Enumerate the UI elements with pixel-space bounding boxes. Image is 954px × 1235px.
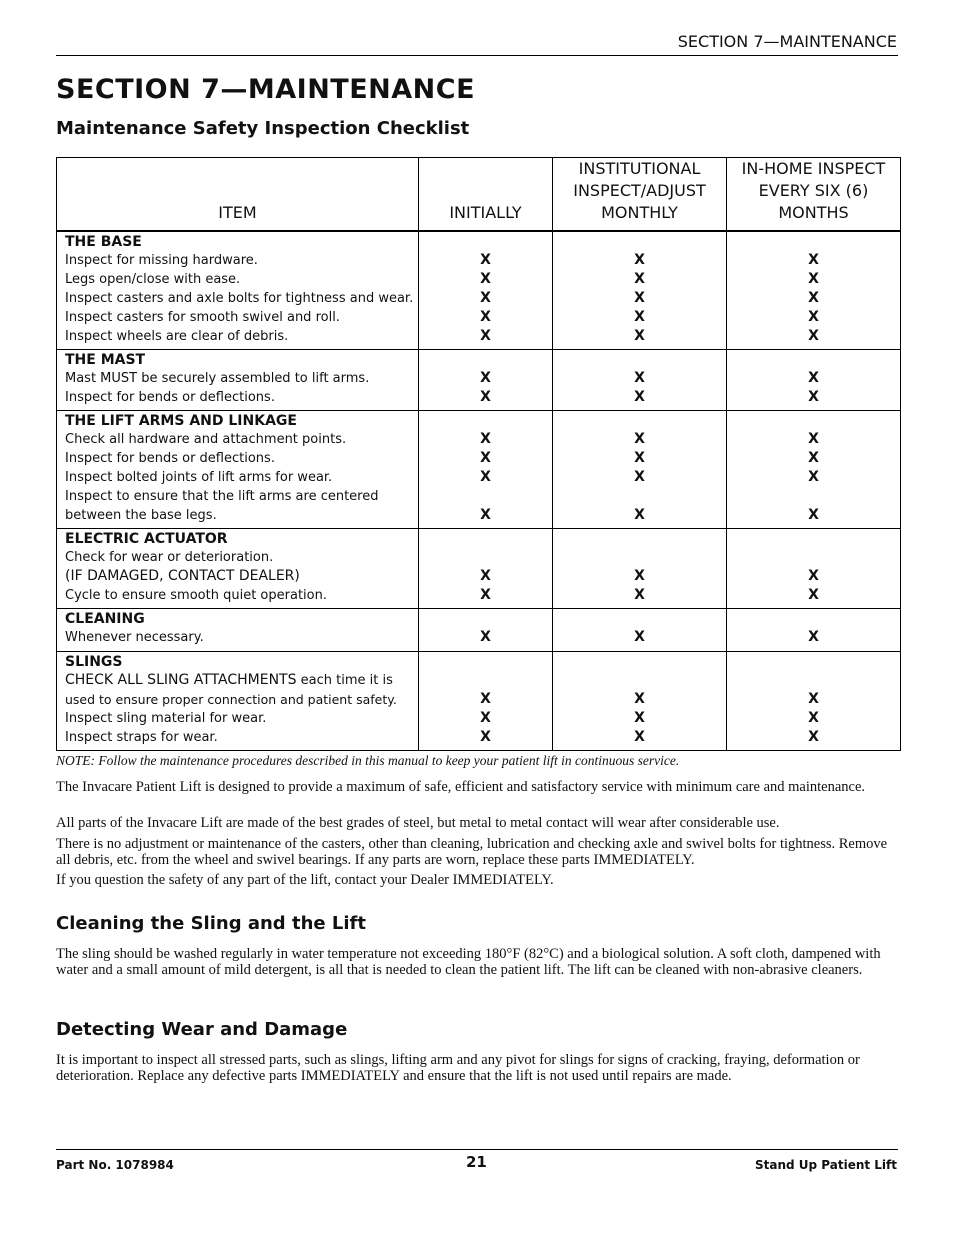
check-mark: X <box>634 450 645 466</box>
check-mark: X <box>480 252 491 268</box>
check-mark: X <box>634 309 645 325</box>
check-mark: X <box>480 271 491 287</box>
group-title: CLEANING <box>65 611 145 627</box>
table-row <box>57 529 901 609</box>
footer-rule <box>56 1149 898 1150</box>
check-mark: X <box>808 309 819 325</box>
check-mark: X <box>808 328 819 344</box>
group-title: THE BASE <box>65 234 142 250</box>
marks-initially <box>419 350 553 411</box>
list-item: Inspect casters for smooth swivel and roll. <box>65 310 340 325</box>
list-item: Legs open/close with ease. <box>65 272 241 287</box>
list-item: between the base legs. <box>65 508 217 523</box>
marks-inhome <box>727 609 901 652</box>
check-mark: X <box>634 729 645 745</box>
list-item: Inspect straps for wear. <box>65 730 218 745</box>
col-header-initially: INITIALLY <box>419 158 553 232</box>
check-mark: X <box>634 469 645 485</box>
check-mark: X <box>634 710 645 726</box>
list-item: Mast MUST be securely assembled to lift arms. <box>65 371 370 386</box>
list-item: Inspect for bends or deflections. <box>65 451 275 466</box>
paragraph-casters: There is no adjustment or maintenance of the casters, other than cleaning, lubrication and checking axle and swivel bolts for tightness. Remove all debris, etc. from the wheel and swivel bearings. If any parts are worn, replace these parts IMMEDIATELY. <box>56 836 888 868</box>
check-mark: X <box>480 568 491 584</box>
check-mark: X <box>634 290 645 306</box>
marks-institutional <box>553 411 727 529</box>
cleaning-body: The sling should be washed regularly in water temperature not exceeding 180°F (82°C) and a biological solution. A soft cloth, dampened with water and a small amount of mild detergent, is all that is needed to clean the patient lift. The lift can be cleaned with non-abrasive cleaners. <box>56 946 881 978</box>
marks-institutional <box>553 609 727 652</box>
maintenance-note: NOTE: Follow the maintenance procedures described in this manual to keep your patient lift in continuous service. <box>56 753 680 768</box>
check-mark: X <box>808 507 819 523</box>
check-mark: X <box>808 252 819 268</box>
table-row <box>57 609 901 652</box>
check-mark: X <box>480 729 491 745</box>
marks-institutional <box>553 350 727 411</box>
check-mark: X <box>808 370 819 386</box>
marks-institutional <box>553 529 727 609</box>
marks-inhome <box>727 529 901 609</box>
check-mark: X <box>634 568 645 584</box>
marks-inhome <box>727 350 901 411</box>
group-mast <box>57 350 419 411</box>
group-cleaning <box>57 609 419 652</box>
check-mark: X <box>480 691 491 707</box>
footer-product-name: Stand Up Patient Lift <box>754 1158 897 1172</box>
list-item: Inspect to ensure that the lift arms are centered <box>65 489 379 504</box>
wear-body: It is important to inspect all stressed parts, such as slings, lifting arm and any pivot for slings for signs of cracking, fraying, deformation or deterioration. Replace any defective parts IMMEDIATELY and ensure that the lift is not used until repairs are made. <box>56 1052 860 1084</box>
table-row <box>57 411 901 529</box>
marks-inhome <box>727 652 901 751</box>
check-mark: X <box>480 431 491 447</box>
group-title: THE MAST <box>65 352 146 368</box>
footer-page-number: 21 <box>466 1153 487 1171</box>
paragraph-intro: The Invacare Patient Lift is designed to provide a maximum of safe, efficient and satisfactory service with minimum care and maintenance. <box>56 779 866 795</box>
list-item: Check for wear or deterioration. <box>65 550 274 565</box>
check-mark: X <box>808 290 819 306</box>
marks-institutional <box>553 652 727 751</box>
marks-institutional <box>553 231 727 350</box>
check-mark: X <box>808 450 819 466</box>
group-title: THE LIFT ARMS AND LINKAGE <box>65 413 297 429</box>
check-mark: X <box>808 389 819 405</box>
check-mark: X <box>808 729 819 745</box>
check-mark: X <box>480 389 491 405</box>
check-mark: X <box>480 507 491 523</box>
check-mark: X <box>634 252 645 268</box>
check-mark: X <box>634 431 645 447</box>
check-mark: X <box>480 290 491 306</box>
check-mark: X <box>808 587 819 603</box>
list-item: Inspect for missing hardware. <box>65 253 258 268</box>
group-slings <box>57 652 419 751</box>
list-item: Inspect wheels are clear of debris. <box>65 329 289 344</box>
table-header-row <box>57 158 901 232</box>
list-item: Inspect casters and axle bolts for tightness and wear. <box>65 291 414 306</box>
list-item: Inspect for bends or deflections. <box>65 390 275 405</box>
inspection-checklist-table <box>56 157 901 751</box>
marks-initially <box>419 231 553 350</box>
list-item: (IF DAMAGED, CONTACT DEALER) <box>65 568 300 584</box>
check-mark: X <box>480 587 491 603</box>
check-mark: X <box>480 450 491 466</box>
marks-initially <box>419 411 553 529</box>
list-item: CHECK ALL SLING ATTACHMENTS each time it is <box>65 672 393 688</box>
check-mark: X <box>480 469 491 485</box>
check-mark: X <box>808 431 819 447</box>
check-mark: X <box>634 691 645 707</box>
table-row <box>57 652 901 751</box>
list-item: Check all hardware and attachment points. <box>65 432 347 447</box>
cleaning-heading: Cleaning the Sling and the Lift <box>56 913 366 934</box>
check-mark: X <box>808 568 819 584</box>
group-base <box>57 231 419 350</box>
running-header: SECTION 7—MAINTENANCE <box>677 32 897 51</box>
check-mark: X <box>634 629 645 645</box>
marks-inhome <box>727 411 901 529</box>
check-mark: X <box>808 271 819 287</box>
col-header-inhome: IN-HOME INSPECT EVERY SIX (6) MONTHS <box>727 158 901 232</box>
check-mark: X <box>480 710 491 726</box>
footer-part-number: Part No. 1078984 <box>56 1158 174 1172</box>
section-title: SECTION 7—MAINTENANCE <box>56 74 476 105</box>
list-item: used to ensure proper connection and patient safety. <box>65 692 397 707</box>
check-mark: X <box>480 309 491 325</box>
check-mark: X <box>480 629 491 645</box>
col-header-institutional: INSTITUTIONAL INSPECT/ADJUST MONTHLY <box>553 158 727 232</box>
list-item: Inspect bolted joints of lift arms for wear. <box>65 470 333 485</box>
check-mark: X <box>808 469 819 485</box>
group-lift-arms <box>57 411 419 529</box>
wear-heading: Detecting Wear and Damage <box>56 1019 348 1040</box>
paragraph-safety: If you question the safety of any part of the lift, contact your Dealer IMMEDIATELY. <box>56 872 554 888</box>
check-mark: X <box>634 389 645 405</box>
check-mark: X <box>808 710 819 726</box>
col-header-item: ITEM <box>57 158 419 232</box>
check-mark: X <box>480 370 491 386</box>
check-mark: X <box>634 271 645 287</box>
check-mark: X <box>808 691 819 707</box>
header-rule <box>56 55 898 56</box>
check-mark: X <box>480 328 491 344</box>
check-mark: X <box>634 370 645 386</box>
check-mark: X <box>634 328 645 344</box>
group-electric-actuator <box>57 529 419 609</box>
marks-inhome <box>727 231 901 350</box>
check-mark: X <box>634 507 645 523</box>
list-item: Cycle to ensure smooth quiet operation. <box>65 588 327 603</box>
list-item: Inspect sling material for wear. <box>65 711 267 726</box>
marks-initially <box>419 652 553 751</box>
group-title: ELECTRIC ACTUATOR <box>65 531 228 547</box>
marks-initially <box>419 529 553 609</box>
group-title: SLINGS <box>65 654 123 670</box>
marks-initially <box>419 609 553 652</box>
checklist-heading: Maintenance Safety Inspection Checklist <box>56 118 470 139</box>
table-row <box>57 350 901 411</box>
table-row <box>57 231 901 350</box>
check-mark: X <box>634 587 645 603</box>
list-item: Whenever necessary. <box>65 630 204 645</box>
check-mark: X <box>808 629 819 645</box>
paragraph-steel: All parts of the Invacare Lift are made of the best grades of steel, but metal to metal contact will wear after considerable use. <box>56 815 780 831</box>
